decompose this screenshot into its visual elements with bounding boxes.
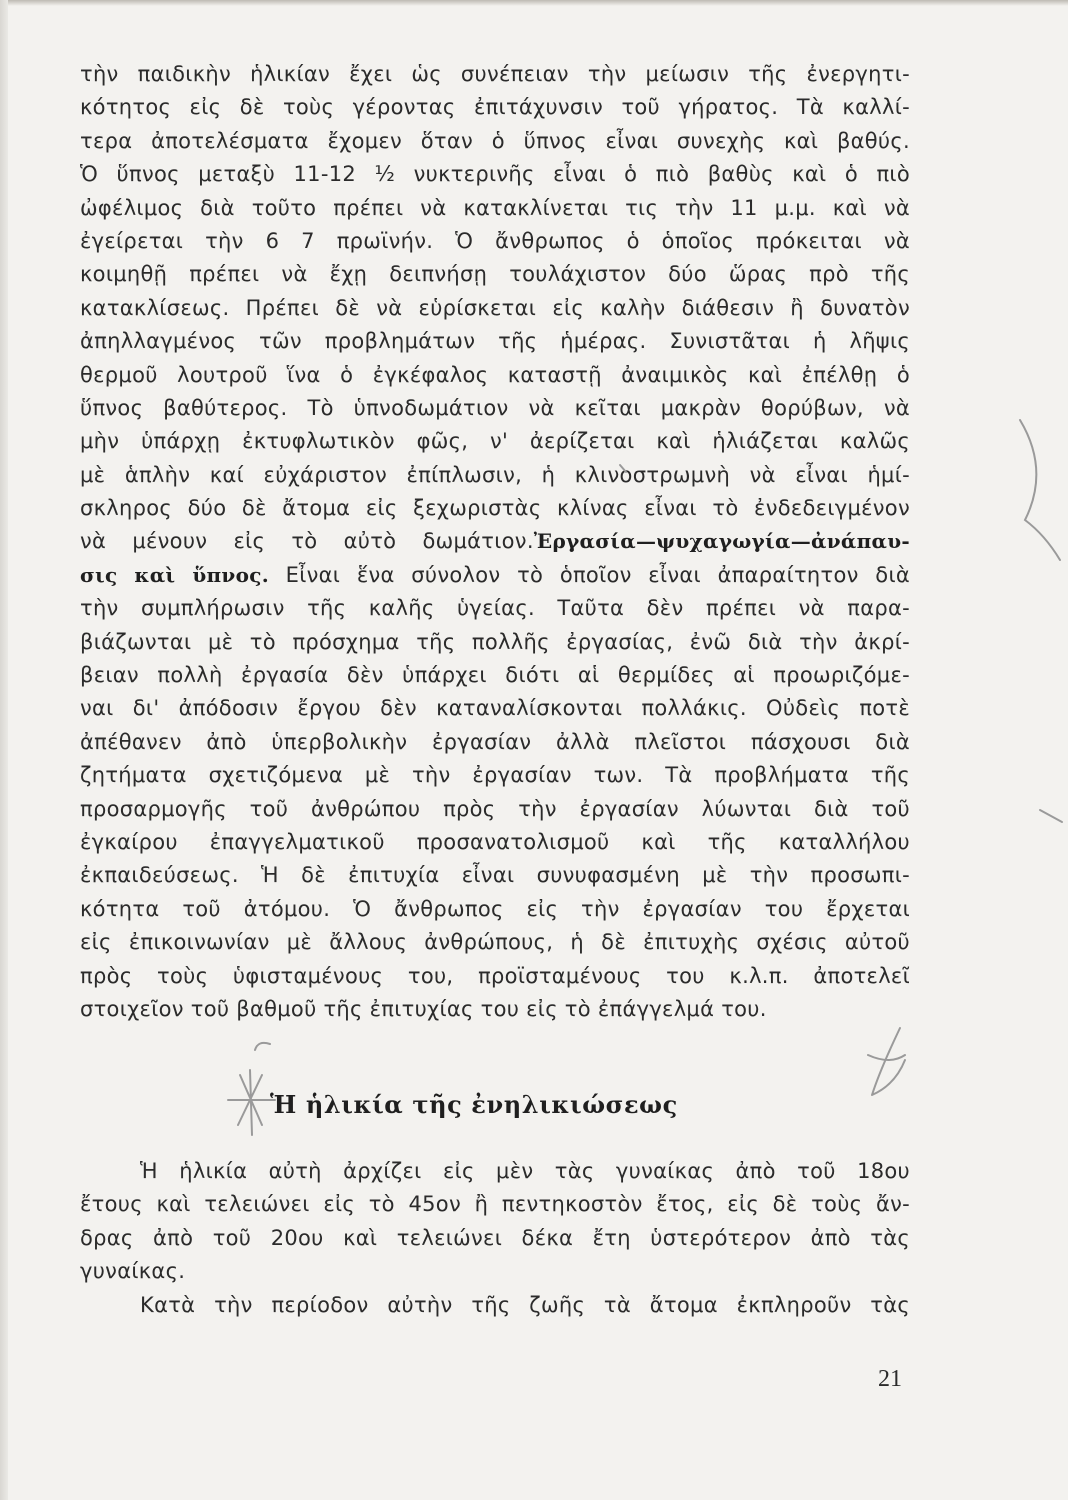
text-line-with-subheading — [80, 559, 910, 592]
text-line-last: γυναίκας. — [80, 1259, 186, 1284]
text-line: Κατὰ τὴν περίοδον αὐτὴν τῆς ζωῆς τὰ ἄτομα ἐκπληροῦν τὰς — [140, 1292, 910, 1317]
text-line: σκληρος δύο δὲ ἄτομα εἰς ξεχωριστὰς κλίνας εἶναι τὸ ἐνδεδειγμένον — [80, 496, 910, 521]
text-run: Εἶναι ἕνα σύνολον τὸ ὁποῖον εἶναι ἀπαραίτητον διὰ — [269, 562, 910, 587]
text-line: κότητος εἰς δὲ τοὺς γέροντας ἐπιτάχυνσιν τοῦ γήρατος. Τὰ καλλί- — [80, 95, 910, 120]
text-line: βιάζωνται μὲ τὸ πρόσχημα τῆς πολλῆς ἐργασίας, ἐνῶ διὰ τὴν ἀκρί- — [80, 629, 910, 654]
text-line: βειαν πολλὴ ἐργασία δὲν ὑπάρχει διότι αἱ θερμίδες αἱ προωριζόμε- — [80, 663, 910, 688]
text-line: κοιμηθῇ πρέπει νὰ ἔχῃ δειπνήσῃ τουλάχιστον δύο ὥρας πρὸ τῆς — [80, 262, 910, 287]
text-line: κατακλίσεως. Πρέπει δὲ νὰ εὑρίσκεται εἰς καλὴν διάθεσιν ἢ δυνατὸν — [80, 295, 910, 320]
text-line: μὴν ὑπάρχῃ ἐκτυφλωτικὸν φῶς, ν' ἀερίζεται καὶ ἡλιάζεται καλῶς — [80, 429, 910, 454]
text-line: προσαρμογῆς τοῦ ἀνθρώπου πρὸς τὴν ἐργασίαν λύωνται διὰ τοῦ — [80, 796, 910, 821]
page-number: 21 — [878, 1366, 902, 1392]
text-line: τὴν παιδικὴν ἡλικίαν ἔχει ὡς συνέπειαν τὴν μείωσιν τῆς ἐνεργητι- — [80, 62, 910, 86]
text-line: ἀπηλλαγμένος τῶν προβλημάτων τῆς ἡμέρας. Συνιστᾶται ἡ λῆψις — [80, 329, 910, 354]
text-line: ἔτους καὶ τελειώνει εἰς τὸ 45ον ἢ πεντηκοστὸν ἔτος, εἰς δὲ τοὺς ἄν- — [80, 1192, 910, 1217]
text-line: ἐκπαιδεύσεως. Ἡ δὲ ἐπιτυχία εἶναι συνυφασμένη μὲ τὴν προσωπι- — [80, 863, 910, 888]
section-paragraph — [80, 1155, 910, 1322]
text-line: ναι δι' ἀπόδοσιν ἔργου δὲν καταναλίσκονται πολλάκις. Οὐδεὶς ποτὲ — [80, 696, 910, 721]
text-line: θερμοῦ λουτροῦ ἵνα ὁ ἐγκέφαλος καταστῇ ἀναιμικὸς καὶ ἐπέλθῃ ὁ — [80, 362, 910, 387]
inline-subheading: Ἐργασία—ψυχαγωγία—ἀνάπαυ- — [533, 529, 910, 554]
text-line: μὲ ἁπλὴν καί εὐχάριστον ἐπίπλωσιν, ἡ κλινοστρωμνὴ νὰ εἶναι ἡμί- — [80, 462, 910, 487]
text-line: δρας ἀπὸ τοῦ 20ου καὶ τελειώνει δέκα ἔτη ὑστερότερον ἀπὸ τὰς — [80, 1225, 910, 1250]
text-line: Ἡ ἡλικία αὐτὴ ἀρχίζει εἰς μὲν τὰς γυναίκας ἀπὸ τοῦ 18ου — [140, 1159, 910, 1183]
text-line: ὠφέλιμος διὰ τοῦτο πρέπει νὰ κατακλίνεται τις τὴν 11 μ.μ. καὶ νὰ — [80, 195, 910, 220]
text-line: Ὁ ὕπνος μεταξὺ 11-12 ½ νυκτερινῆς εἶναι ὁ πιὸ βαθὺς καὶ ὁ πιὸ — [80, 162, 910, 187]
text-line: τερα ἀποτελέσματα ἔχομεν ὅταν ὁ ὕπνος εἶναι συνεχὴς καὶ βαθύς. — [80, 128, 910, 153]
inline-subheading-end: σις καὶ ὕπνος. — [80, 562, 269, 587]
section-heading: Ἡ ἡλικία τῆς ἐνηλικιώσεως — [270, 1090, 678, 1119]
main-paragraph — [80, 58, 910, 1026]
text-line: ζητήματα σχετιζόμενα μὲ τὴν ἐργασίαν των. Τὰ προβλήματα τῆς — [80, 763, 910, 788]
text-run: νὰ μένουν εἰς τὸ αὐτὸ δωμάτιον. — [80, 529, 534, 554]
text-line-with-subheading — [80, 525, 910, 558]
text-line: ἐγκαίρου ἐπαγγελματικοῦ προσανατολισμοῦ καὶ τῆς καταλλήλου — [80, 829, 910, 854]
text-line: πρὸς τοὺς ὑφισταμένους του, προϊσταμένους του κ.λ.π. ἀποτελεῖ — [80, 963, 910, 988]
text-line: τὴν συμπλήρωσιν τῆς καλῆς ὑγείας. Ταῦτα δὲν πρέπει νὰ παρα- — [80, 596, 910, 621]
text-line: ἀπέθανεν ἀπὸ ὑπερβολικὴν ἐργασίαν ἀλλὰ πλεῖστοι πάσχουσι διὰ — [80, 729, 910, 754]
text-line: κότητα τοῦ ἀτόμου. Ὁ ἄνθρωπος εἰς τὴν ἐργασίαν του ἔρχεται — [80, 896, 910, 921]
text-line: εἰς ἐπικοινωνίαν μὲ ἄλλους ἀνθρώπους, ἡ δὲ ἐπιτυχὴς σχέσις αὐτοῦ — [80, 930, 910, 955]
text-line: ὕπνος βαθύτερος. Τὸ ὑπνοδωμάτιον νὰ κεῖται μακρὰν θορύβων, νὰ — [80, 395, 910, 420]
text-line: ἐγείρεται τὴν 6 7 πρωϊνήν. Ὁ ἄνθρωπος ὁ ὁποῖος πρόκειται νὰ — [80, 228, 910, 253]
text-line-last: στοιχεῖον τοῦ βαθμοῦ τῆς ἐπιτυχίας του εἰς τὸ ἐπάγγελμά του. — [80, 996, 767, 1021]
page-shadow-top — [8, 0, 1068, 6]
